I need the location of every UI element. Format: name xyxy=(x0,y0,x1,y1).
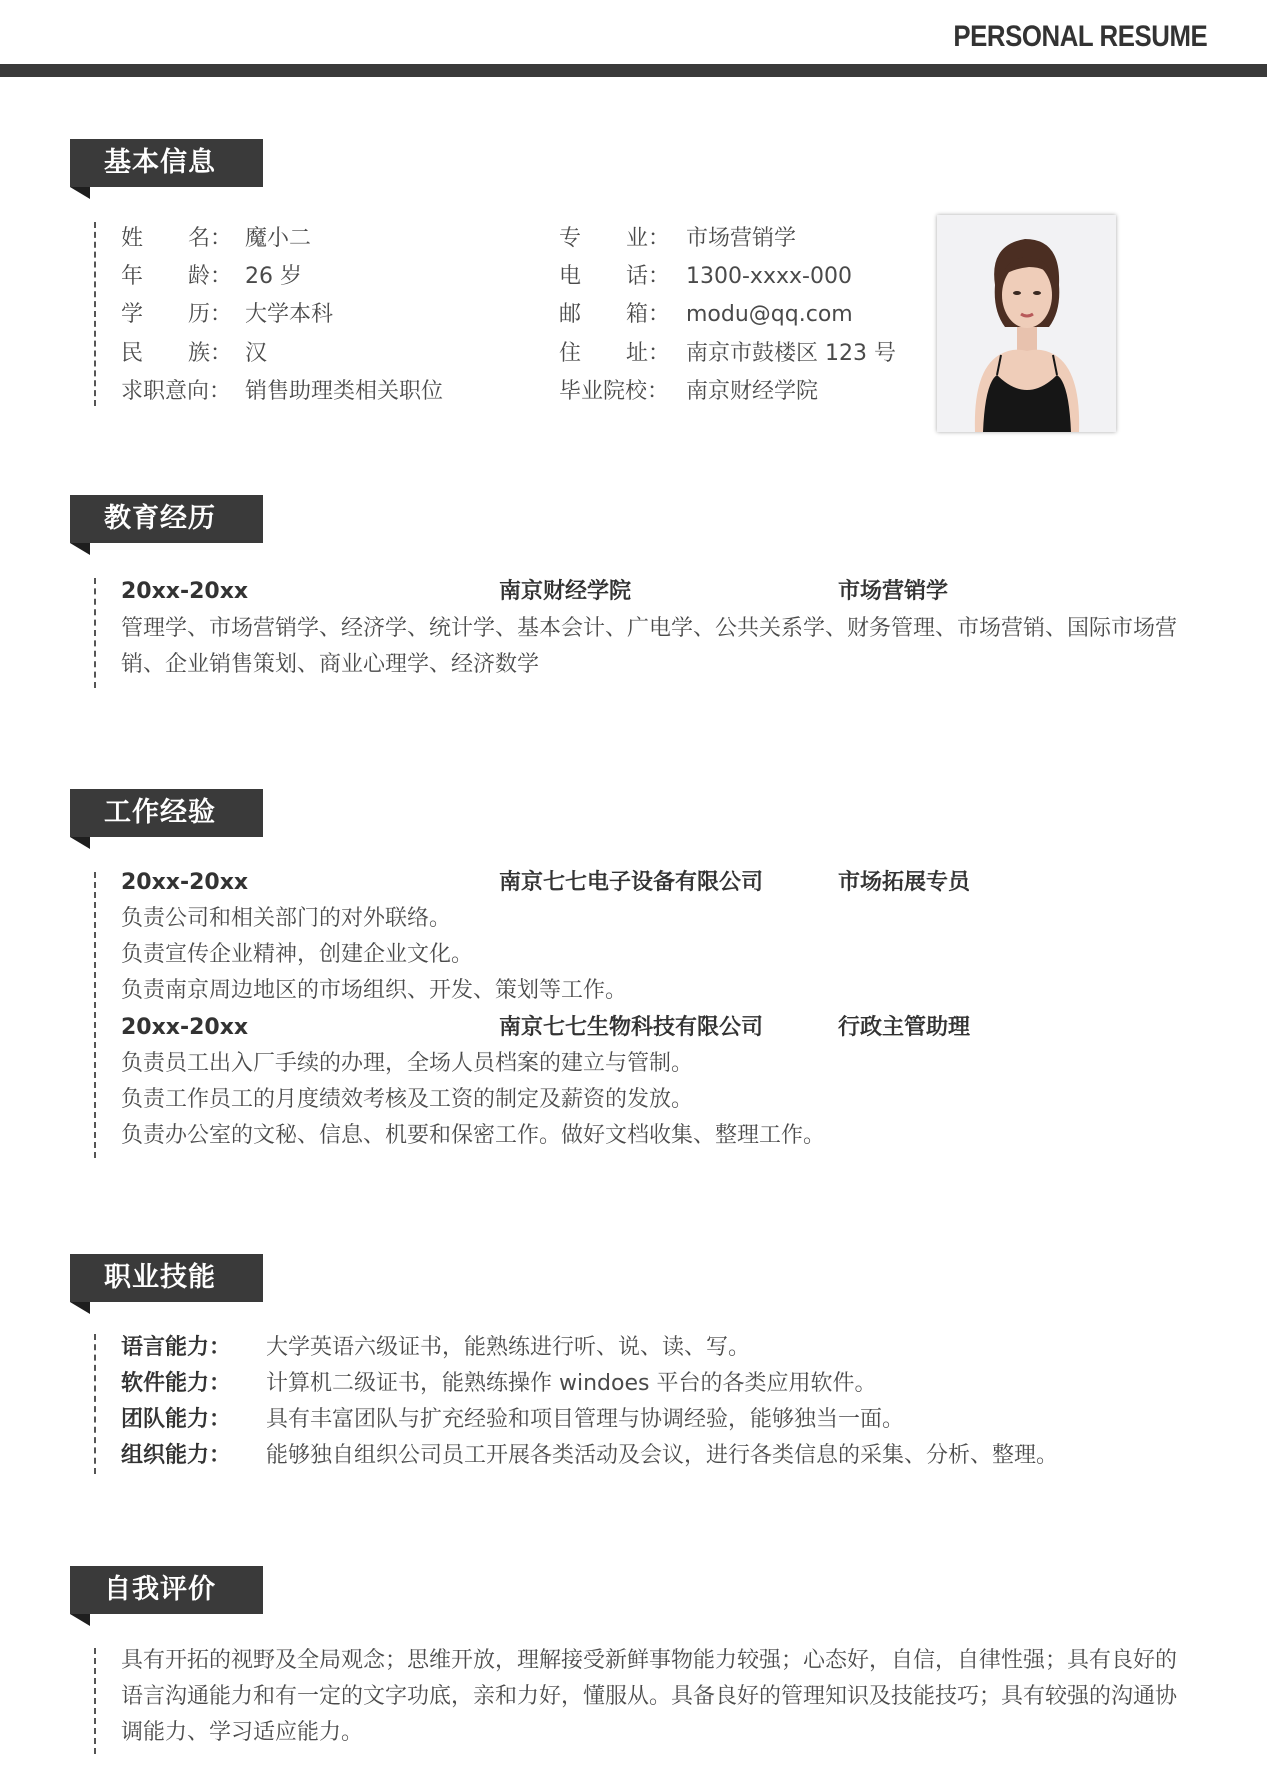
self-evaluation-text: 具有开拓的视野及全局观念；思维开放，理解接受新鲜事物能力较强；心态好，自信，自律性强；具有良好的语言沟通能力和有一定的文字功底，亲和力好，懂服从。具备良好的管理知识及技能技巧；具有较强的沟通协调能力、学习适应能力。 xyxy=(121,1648,1178,1745)
work-duty: 负责工作员工的月度绩效考核及工资的制定及薪资的发放。 xyxy=(121,1087,694,1112)
skill-text: 能够独自组织公司员工开展各类活动及会议，进行各类信息的采集、分析、整理。 xyxy=(266,1443,1059,1468)
ribbon-fold xyxy=(70,187,90,199)
field-value: 市场营销学 xyxy=(686,226,797,251)
dashed-divider xyxy=(94,222,96,406)
skill-label: 软件能力： xyxy=(121,1371,232,1396)
portrait-illustration xyxy=(937,215,1116,432)
education-school: 南京财经学院 xyxy=(499,579,632,604)
work-role: 行政主管助理 xyxy=(838,1015,971,1040)
ribbon-fold xyxy=(70,543,90,555)
field-value: 南京市鼓楼区 123 号 xyxy=(686,341,896,366)
section-header-work xyxy=(70,789,263,837)
skill-label: 团队能力： xyxy=(121,1407,232,1432)
work-company: 南京七七电子设备有限公司 xyxy=(499,870,764,895)
dashed-divider xyxy=(94,1648,96,1754)
field-value: 南京财经学院 xyxy=(686,379,819,404)
ribbon-fold xyxy=(70,837,90,849)
section-header-skills xyxy=(70,1254,263,1302)
education-period: 20xx-20xx xyxy=(121,579,249,604)
work-role: 市场拓展专员 xyxy=(838,870,971,895)
work-duty: 负责公司和相关部门的对外联络。 xyxy=(121,906,452,931)
profile-photo xyxy=(937,215,1116,432)
section-title: 自我评价 xyxy=(104,1574,216,1605)
field-value: 26 岁 xyxy=(245,264,302,289)
skill-text: 大学英语六级证书，能熟练进行听、说、读、写。 xyxy=(266,1335,751,1360)
section-title: 教育经历 xyxy=(104,503,216,534)
field-value: 销售助理类相关职位 xyxy=(245,379,444,404)
section-header-education xyxy=(70,495,263,543)
field-value: 1300-xxxx-000 xyxy=(686,264,852,289)
education-courses: 管理学、市场营销学、经济学、统计学、基本会计、广电学、公共关系学、财务管理、市场营销、国际市场营销、企业销售策划、商业心理学、经济数学 xyxy=(121,616,1178,677)
skill-label: 组织能力： xyxy=(121,1443,232,1468)
resume-title: PERSONAL RESUME xyxy=(953,20,1207,53)
work-period: 20xx-20xx xyxy=(121,1015,249,1040)
skill-label: 语言能力： xyxy=(121,1335,232,1360)
field-value: 汉 xyxy=(245,341,268,366)
dashed-divider xyxy=(94,1334,96,1474)
field-value: 魔小二 xyxy=(245,226,312,251)
section-title: 基本信息 xyxy=(104,147,216,178)
work-duty: 负责员工出入厂手续的办理，全场人员档案的建立与管制。 xyxy=(121,1051,694,1076)
header-bar xyxy=(0,64,1267,77)
work-duty: 负责办公室的文秘、信息、机要和保密工作。做好文档收集、整理工作。 xyxy=(121,1123,826,1148)
work-duty: 负责南京周边地区的市场组织、开发、策划等工作。 xyxy=(121,978,628,1003)
dashed-divider xyxy=(94,578,96,688)
field-value: 大学本科 xyxy=(245,302,334,327)
field-value: modu@qq.com xyxy=(686,302,853,327)
skill-text: 具有丰富团队与扩充经验和项目管理与协调经验，能够独当一面。 xyxy=(266,1407,905,1432)
education-major: 市场营销学 xyxy=(838,579,949,604)
section-title: 职业技能 xyxy=(104,1262,216,1293)
skill-text: 计算机二级证书，能熟练操作 windoes 平台的各类应用软件。 xyxy=(266,1371,877,1396)
work-period: 20xx-20xx xyxy=(121,870,249,895)
section-header-self-evaluation xyxy=(70,1566,263,1614)
ribbon-fold xyxy=(70,1302,90,1314)
work-duty: 负责宣传企业精神，创建企业文化。 xyxy=(121,942,474,967)
work-company: 南京七七生物科技有限公司 xyxy=(499,1015,764,1040)
section-title: 工作经验 xyxy=(104,797,216,828)
dashed-divider xyxy=(94,872,96,1158)
section-header-basic-info xyxy=(70,139,263,187)
ribbon-fold xyxy=(70,1614,90,1626)
